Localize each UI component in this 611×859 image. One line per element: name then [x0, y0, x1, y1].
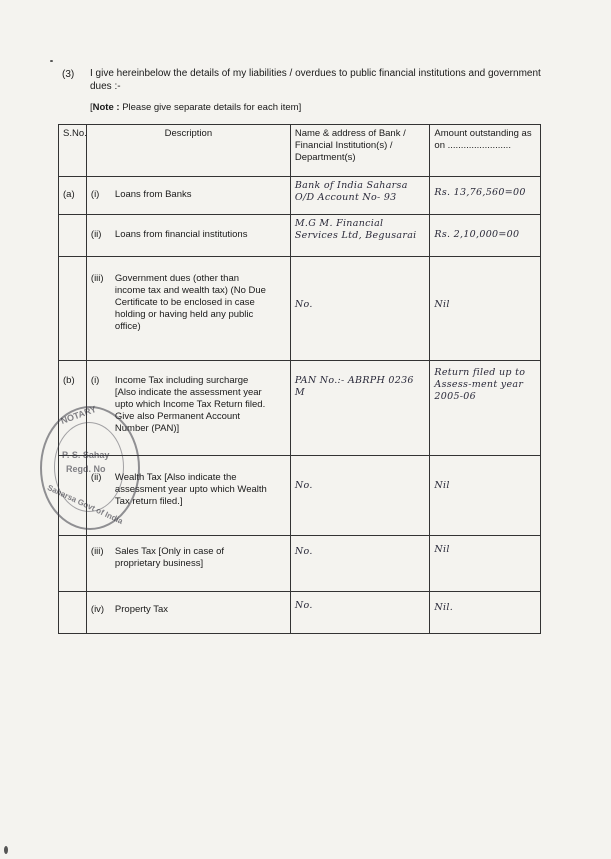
- header-amount: Amount outstanding as on ........................: [430, 125, 541, 177]
- row-sno: [59, 536, 87, 592]
- row-description: [86, 177, 290, 215]
- header-description: Description: [86, 125, 290, 177]
- ink-speck: [4, 846, 8, 854]
- row-bank: No.: [290, 536, 430, 592]
- table-row: [59, 536, 541, 592]
- row-amount: Nil: [430, 257, 541, 361]
- row-sno: [59, 257, 87, 361]
- row-sno: (b): [59, 361, 87, 456]
- row-sno: [59, 215, 87, 257]
- row-bank: No.: [290, 257, 430, 361]
- row-desc-text: Loans from financial institutions: [114, 229, 248, 240]
- row-bank: M.G M. Financial Services Ltd, Begusarai: [290, 215, 430, 257]
- stamp-text-name: P. S. Sahay: [62, 450, 110, 460]
- row-amount: Nil.: [430, 592, 541, 634]
- table-row: [59, 215, 541, 257]
- row-description: [86, 536, 290, 592]
- row-amount: Nil: [430, 536, 541, 592]
- table-row: [59, 177, 541, 215]
- note-label: Note :: [92, 102, 120, 113]
- liabilities-table: [58, 124, 541, 634]
- note-text: Please give separate details for each item]: [119, 102, 302, 113]
- row-sub-number: (i): [90, 189, 100, 200]
- row-bank: No.: [290, 592, 430, 634]
- table-row: [59, 257, 541, 361]
- row-sno: [59, 592, 87, 634]
- table-row: [59, 592, 541, 634]
- row-sub-number: (iii): [90, 273, 104, 284]
- stamp-text-regd: Regd. No: [66, 464, 106, 474]
- section-intro: I give hereinbelow the details of my liabilities / overdues to public financial institutions and government dues :-: [90, 68, 541, 92]
- stamp-text-place: Saharsa Govt of India: [45, 483, 125, 526]
- section-number: (3): [62, 69, 75, 80]
- row-desc-text: Loans from Banks: [114, 189, 192, 200]
- row-desc-text: Income Tax including surcharge [Also indicate the assessment year upto which Income Tax Return filed. Give also Permanent Account Number (PAN)]: [114, 375, 266, 434]
- table-row: [59, 456, 541, 536]
- row-description: [86, 257, 290, 361]
- row-sno: (a): [59, 177, 87, 215]
- row-amount: Return filed up to Assess-ment year 2005-06: [430, 361, 541, 456]
- header-bank: Name & address of Bank / Financial Institution(s) / Department(s): [290, 125, 430, 177]
- row-sub-number: (i): [90, 375, 100, 386]
- ink-speck: [50, 60, 53, 62]
- row-description: [86, 361, 290, 456]
- row-amount: Nil: [430, 456, 541, 536]
- row-bank: Bank of India Saharsa O/D Account No- 93: [290, 177, 430, 215]
- row-sub-number: (iv): [90, 604, 105, 615]
- note-bracket: [: [90, 102, 93, 113]
- row-desc-text: Wealth Tax [Also indicate the assessment year upto which Wealth Tax return filed.]: [114, 472, 267, 507]
- row-sub-number: (ii): [90, 229, 102, 240]
- row-sub-number: (iii): [90, 546, 104, 557]
- row-bank: PAN No.:- ABRPH 0236 M: [290, 361, 430, 456]
- header-sno: S.No.: [59, 125, 87, 177]
- row-amount: Rs. 2,10,000=00: [430, 215, 541, 257]
- section-note: [90, 102, 301, 113]
- table-header-row: [59, 125, 541, 177]
- row-description: [86, 456, 290, 536]
- row-description: [86, 592, 290, 634]
- row-description: [86, 215, 290, 257]
- row-amount: Rs. 13,76,560=00: [430, 177, 541, 215]
- table-row: [59, 361, 541, 456]
- row-sub-number: (ii): [90, 472, 102, 483]
- row-sno: [59, 456, 87, 536]
- row-bank: No.: [290, 456, 430, 536]
- row-desc-text: Sales Tax [Only in case of proprietary business]: [114, 546, 225, 569]
- row-desc-text: Government dues (other than income tax and wealth tax) (No Due Certificate to be enclosed in case holding or having held any public office): [114, 273, 266, 332]
- row-desc-text: Property Tax: [114, 604, 169, 615]
- stamp-text-notary: NOTARY: [59, 403, 98, 427]
